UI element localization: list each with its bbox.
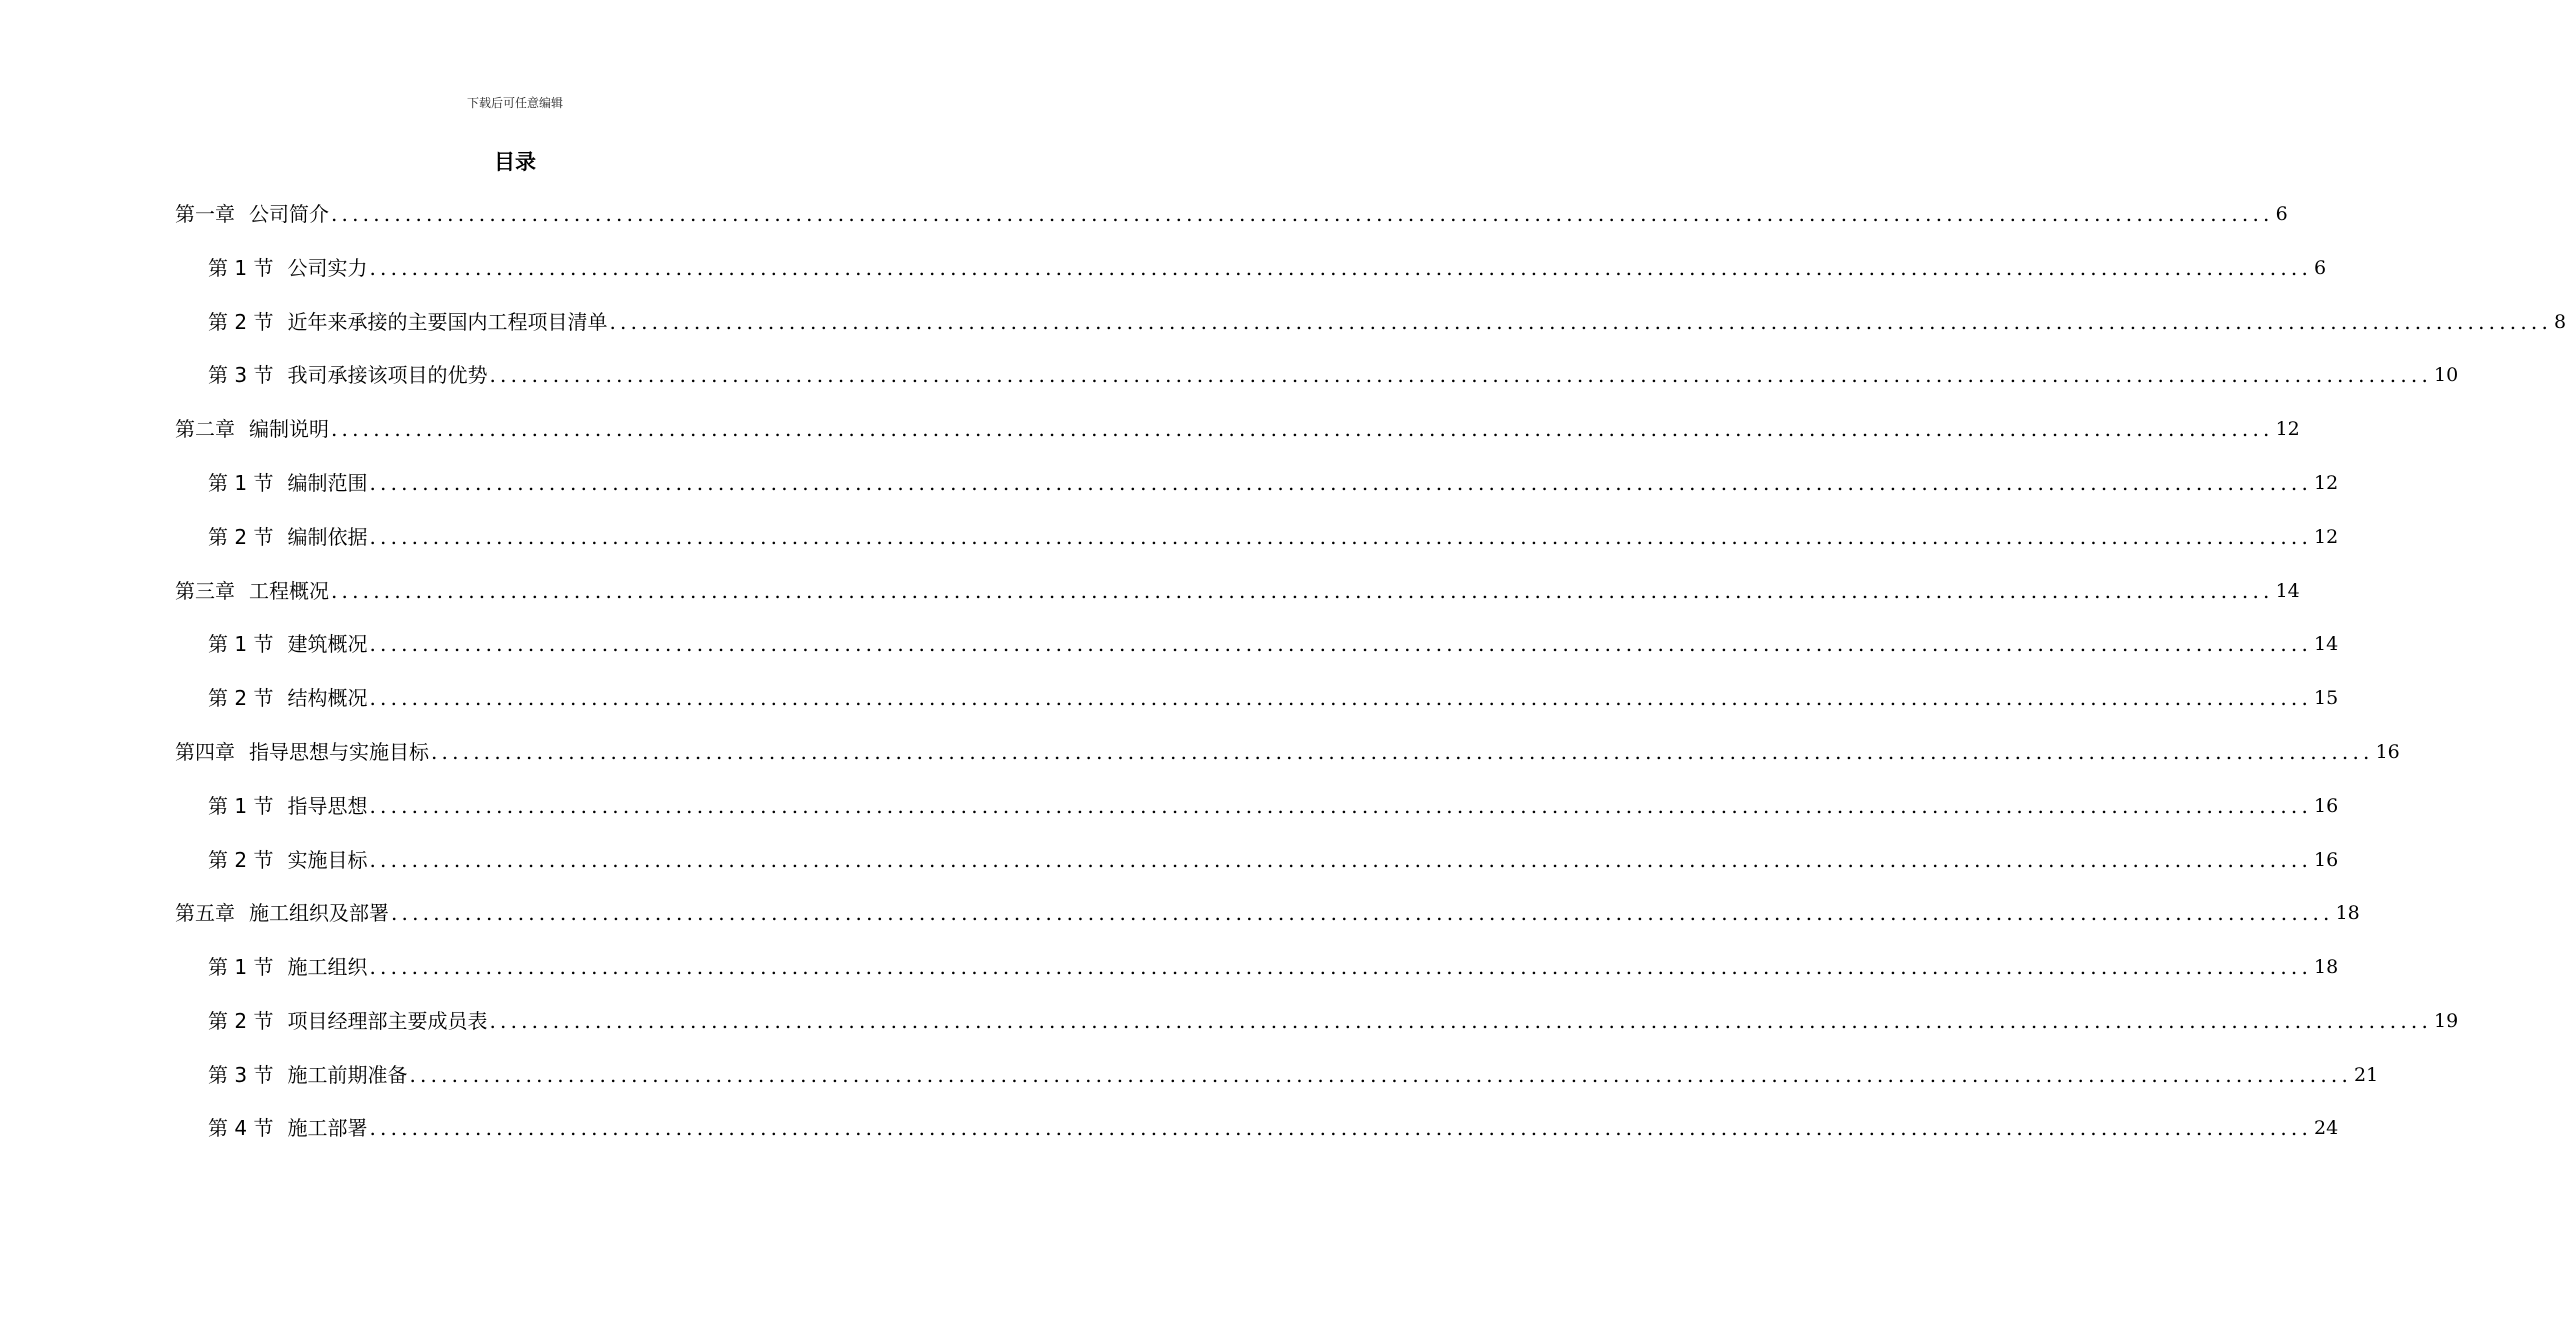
toc-leader-dots: ........................................................................................................................................................................................: [431, 740, 2374, 764]
toc-leader-dots: ........................................................................................................................................................................................: [489, 363, 2433, 387]
toc-section-2-1[interactable]: [208, 456, 2339, 510]
toc-entry-label: 第 2 节: [208, 686, 274, 710]
toc-leader-dots: ........................................................................................................................................................................................: [369, 1116, 2313, 1140]
toc-leader-dots: ........................................................................................................................................................................................: [409, 1063, 2353, 1087]
toc-page-number: 12: [2314, 472, 2339, 494]
toc-entry-label: 第 2 节: [208, 1009, 274, 1033]
toc-entry-label: 第 1 节: [208, 632, 274, 656]
toc-section-5-4[interactable]: [208, 1101, 2339, 1155]
toc-page-number: 19: [2434, 1010, 2459, 1032]
toc-leader-dots: ........................................................................................................................................................................................: [369, 686, 2313, 710]
toc-leader-dots: ........................................................................................................................................................................................: [331, 202, 2274, 226]
toc-page-number: 24: [2314, 1117, 2339, 1139]
toc-page-number: 14: [2314, 633, 2339, 655]
toc-entry-title: 编制依据: [287, 525, 368, 549]
toc-entry-label: 第 1 节: [208, 256, 274, 280]
toc-page-number: 16: [2314, 849, 2339, 871]
toc-entry-title: 我司承接该项目的优势: [287, 363, 488, 387]
toc-section-3-1[interactable]: [208, 617, 2339, 671]
toc-entry-title: 近年来承接的主要国内工程项目清单: [287, 310, 608, 334]
toc-section-1-2[interactable]: [208, 295, 2566, 349]
toc-chapter-2[interactable]: [175, 402, 2300, 456]
toc-chapter-4[interactable]: [175, 725, 2400, 779]
toc-section-1-1[interactable]: [208, 241, 2327, 295]
toc-entry-label: 第 2 节: [208, 848, 274, 872]
toc-leader-dots: ........................................................................................................................................................................................: [331, 579, 2274, 603]
toc-leader-dots: ........................................................................................................................................................................................: [331, 417, 2274, 441]
toc-entry-label: 第二章: [175, 417, 235, 441]
toc-page-number: 14: [2275, 580, 2300, 602]
toc-entry-title: 施工组织: [287, 955, 368, 979]
toc-page-number: 10: [2434, 364, 2459, 386]
toc-entry-label: 第 2 节: [208, 525, 274, 549]
toc-leader-dots: ........................................................................................................................................................................................: [369, 632, 2313, 656]
toc-section-3-2[interactable]: [208, 671, 2339, 725]
toc-page-number: 8: [2554, 311, 2566, 333]
toc-entry-title: 项目经理部主要成员表: [287, 1009, 488, 1033]
toc-entry-label: 第 3 节: [208, 1063, 274, 1087]
toc-page-number: 18: [2314, 956, 2339, 978]
toc-entry-title: 结构概况: [287, 686, 368, 710]
toc-leader-dots: ........................................................................................................................................................................................: [369, 794, 2313, 818]
toc-chapter-3[interactable]: [175, 564, 2300, 618]
toc-entry-label: 第四章: [175, 740, 235, 764]
toc-page-number: 16: [2375, 741, 2400, 763]
toc-entry-label: 第 3 节: [208, 363, 274, 387]
toc-section-5-2[interactable]: [208, 994, 2459, 1048]
toc-leader-dots: ........................................................................................................................................................................................: [609, 310, 2553, 334]
toc-leader-dots: ........................................................................................................................................................................................: [369, 525, 2313, 549]
toc-section-4-1[interactable]: [208, 779, 2339, 833]
toc-leader-dots: ........................................................................................................................................................................................: [369, 256, 2313, 280]
toc-entry-label: 第 1 节: [208, 955, 274, 979]
toc-entry-title: 施工前期准备: [287, 1063, 408, 1087]
toc-entry-title: 指导思想: [287, 794, 368, 818]
toc-leader-dots: ........................................................................................................................................................................................: [391, 901, 2334, 925]
toc-entry-title: 编制范围: [287, 471, 368, 495]
toc-entry-title: 公司简介: [249, 202, 329, 226]
toc-title: 目录: [494, 150, 536, 174]
toc-entry-title: 施工组织及部署: [249, 901, 389, 925]
toc-page-number: 6: [2275, 203, 2288, 225]
toc-entry-label: 第 4 节: [208, 1116, 274, 1140]
toc-chapter-5[interactable]: [175, 886, 2360, 940]
toc-entry-title: 实施目标: [287, 848, 368, 872]
toc-entry-title: 公司实力: [287, 256, 368, 280]
toc-entry-label: 第 1 节: [208, 471, 274, 495]
toc-entry-title: 建筑概况: [287, 632, 368, 656]
toc-page-number: 15: [2314, 687, 2339, 709]
toc-leader-dots: ........................................................................................................................................................................................: [369, 955, 2313, 979]
toc-page-number: 12: [2275, 418, 2300, 440]
toc-entry-title: 编制说明: [249, 417, 329, 441]
toc-entry-label: 第一章: [175, 202, 235, 226]
toc-section-5-3[interactable]: [208, 1048, 2379, 1102]
toc-entry-title: 施工部署: [287, 1116, 368, 1140]
toc-page-number: 12: [2314, 526, 2339, 548]
toc-page-number: 18: [2335, 902, 2360, 924]
toc-entry-label: 第 2 节: [208, 310, 274, 334]
toc-leader-dots: ........................................................................................................................................................................................: [369, 848, 2313, 872]
header-note: 下载后可任意编辑: [466, 96, 563, 110]
toc-leader-dots: ........................................................................................................................................................................................: [489, 1009, 2433, 1033]
toc-section-2-2[interactable]: [208, 510, 2339, 564]
toc-entry-label: 第 1 节: [208, 794, 274, 818]
toc-entry-title: 指导思想与实施目标: [249, 740, 429, 764]
toc-entry-title: 工程概况: [249, 579, 329, 603]
toc-section-1-3[interactable]: [208, 348, 2459, 402]
toc-entry-label: 第三章: [175, 579, 235, 603]
toc-section-5-1[interactable]: [208, 940, 2339, 994]
toc-entry-label: 第五章: [175, 901, 235, 925]
toc-section-4-2[interactable]: [208, 833, 2339, 887]
toc-leader-dots: ........................................................................................................................................................................................: [369, 471, 2313, 495]
toc-page-number: 21: [2354, 1064, 2379, 1086]
toc-chapter-1[interactable]: [175, 187, 2288, 241]
toc-page-number: 16: [2314, 795, 2339, 817]
toc-page-number: 6: [2314, 257, 2327, 279]
